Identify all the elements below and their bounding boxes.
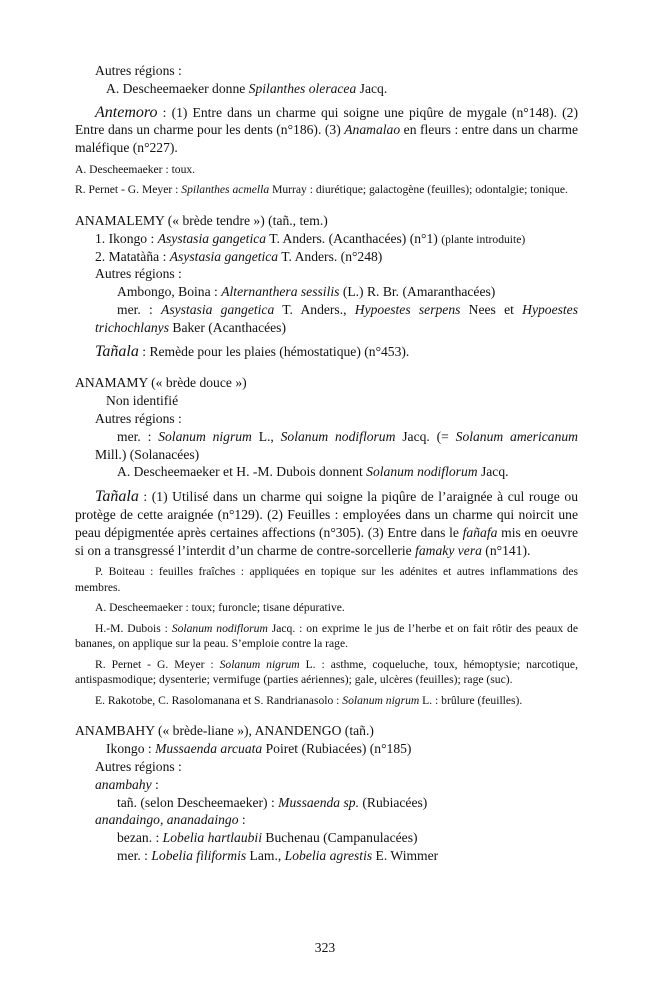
descheemaeker-line: A. Descheemaeker donne Spilanthes oleracea Jacq. <box>106 80 388 96</box>
anamamy-descheemaeker: A. Descheemaeker et H. -M. Dubois donnent Solanum nodiflorum Jacq. <box>117 464 509 480</box>
page-body <box>75 62 578 865</box>
anambahy-regions-label: Autres régions : <box>95 758 182 774</box>
antemoro-note-1: A. Descheemaeker : toux. <box>75 162 196 176</box>
tanala-label: Tañala <box>95 342 139 360</box>
anamamy-mer: mer. : Solanum nigrum L., Solanum nodiflorum Jacq. (= Solanum americanum Mill.) (Solanacées) <box>95 428 578 462</box>
antemoro-note-2: R. Pernet - G. Meyer : Spilanthes acmella Murray : diurétique; galactogène (feuilles); odontalgie; tonique. <box>75 183 568 197</box>
anambahy-ikongo: Ikongo : Mussaenda arcuata Poiret (Rubiacées) (n°185) <box>106 741 412 757</box>
anambahy-heading: ANAMBAHY (« brède-liane »), ANANDENGO (tañ.) <box>75 723 374 739</box>
anamalemy-regions-label: Autres régions : <box>95 266 182 282</box>
anamamy-note-descheemaeker: A. Descheemaeker : toux; furoncle; tisane dépurative. <box>95 601 345 615</box>
antemoro-paragraph: Antemoro : (1) Entre dans un charme qui soigne une piqûre de mygale (n°148). (2) Entre dans un charme pour les dents (n°186). (3) Anamalao en fleurs : entre dans un charme maléfique (n°227). <box>75 103 578 156</box>
anamamy-tanala-paragraph: Tañala : (1) Utilisé dans un charme qui soigne la piqûre de l’araignée à cul rouge ou protège de cette araignée (n°129). (2) Feuilles : employées dans un charme qui noircit une peau dépigmentée après certaines affections (n°305). (3) Entre dans le fañafa mis en oeuvre si on a transgressé l’interdit d’un charme de contre-sorcellerie famaky vera (n°141). <box>75 488 578 558</box>
anamamy-note-rakotobe: E. Rakotobe, C. Rasolomanana et S. Randrianasolo : Solanum nigrum L. : brûlure (feuilles). <box>95 693 523 707</box>
anamalemy-item-1: 1. Ikongo : Asystasia gangetica T. Anders. (Acanthacées) (n°1) (plante introduite) <box>95 230 526 246</box>
anamamy-note-dubois: H.-M. Dubois : Solanum nodiflorum Jacq. : on exprime le jus de l’herbe et on fait rôtir des peaux de bananes, on applique sur la peau. S’emploie contre la rage. <box>75 621 578 651</box>
anambahy-tan: tañ. (selon Descheemaeker) : Mussaenda sp. (Rubiacées) <box>117 794 428 810</box>
anambahy-term: anambahy : <box>95 776 159 792</box>
anandaingo-mer: mer. : Lobelia filiformis Lam., Lobelia agrestis E. Wimmer <box>117 847 439 863</box>
anamamy-heading: ANAMAMY (« brède douce ») <box>75 375 247 391</box>
anamalemy-ambongo: Ambongo, Boina : Alternanthera sessilis (L.) R. Br. (Amaranthacées) <box>117 284 496 300</box>
antemoro-label: Antemoro <box>95 103 158 121</box>
anamalemy-tanala: Tañala : Remède pour les plaies (hémostatique) (n°453). <box>95 342 410 360</box>
tanala-label: Tañala <box>95 488 139 506</box>
anamamy-note-pernet: R. Pernet - G. Meyer : Solanum nigrum L. : asthme, coqueluche, toux, hémoptysie; narcotique, antispasmodique; dysenterie; vermifuge (parties aériennes); gale, ulcères (feuilles); rage (suc). <box>75 657 578 687</box>
anamamy-non-identifie: Non identifié <box>106 393 179 409</box>
anamamy-note-boiteau: P. Boiteau : feuilles fraîches : appliquées en topique sur les adénites et autres inflammations des membres. <box>75 565 578 594</box>
anamalemy-item-2: 2. Matatàña : Asystasia gangetica T. Anders. (n°248) <box>95 248 383 264</box>
page-number: 323 <box>314 940 336 955</box>
other-regions-label: Autres régions : <box>95 63 182 78</box>
anandaingo-term: anandaingo, ananadaingo : <box>95 812 246 828</box>
anamalemy-mer: mer. : Asystasia gangetica T. Anders., Hypoestes serpens Nees et Hypoestes trichochlanys Baker (Acanthacées) <box>95 301 579 335</box>
anamamy-regions-label: Autres régions : <box>95 410 182 426</box>
anamalemy-heading: ANAMALEMY (« brède tendre ») (tañ., tem.) <box>75 212 328 228</box>
anandaingo-bezan: bezan. : Lobelia hartlaubii Buchenau (Campanulacées) <box>117 830 418 846</box>
